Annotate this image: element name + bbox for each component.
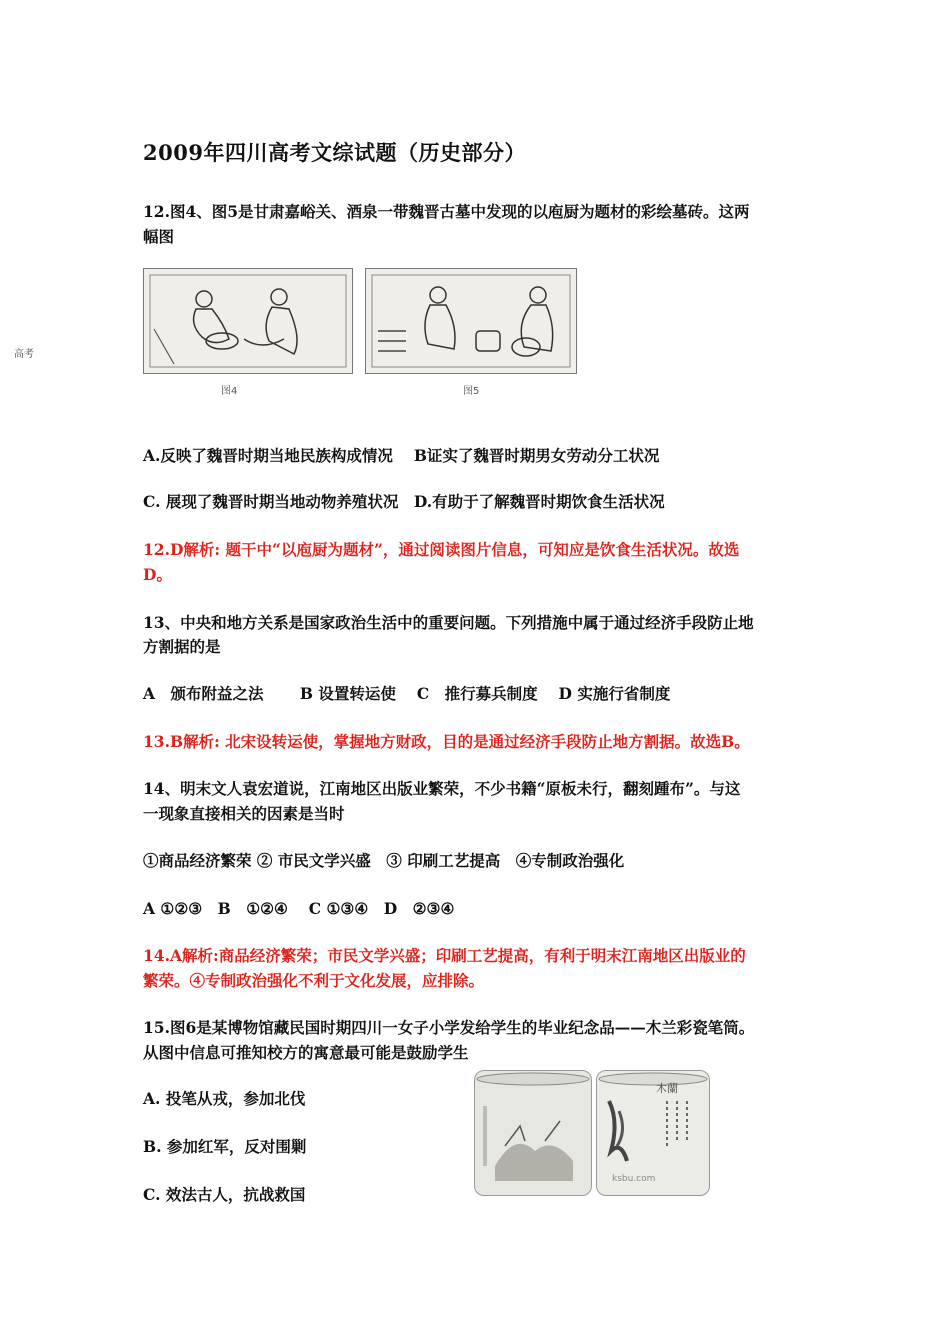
figure-5-caption: 图5 bbox=[463, 386, 480, 397]
q15-option-a: A. 投笔从戎，参加北伐 bbox=[143, 1089, 306, 1108]
q14-answer-line1: 14.A解析:商品经济繁荣；市民文学兴盛；印刷工艺提高，有利于明末江南地区出版业的 bbox=[143, 946, 746, 965]
q15-option-b: B. 参加红军，反对围剿 bbox=[143, 1137, 307, 1156]
page-title: 2009年四川高考文综试题（历史部分） bbox=[143, 140, 526, 165]
q14-stem-line1: 14、明末文人袁宏道说，江南地区出版业繁荣，不少书籍“原板未行，翻刻踵布”。与这 bbox=[143, 779, 741, 798]
q12-options-ab: A.反映了魏晋时期当地民族构成情况 B证实了魏晋时期男女劳动分工状况 bbox=[143, 446, 660, 465]
q14-stem-line2: 一现象直接相关的因素是当时 bbox=[143, 804, 345, 823]
q14-options: A ①②③ B ①②④ C ①③④ D ②③④ bbox=[143, 899, 455, 918]
brush-pot-watermark: ksbu.com bbox=[612, 1174, 656, 1184]
figure-5-image bbox=[365, 268, 577, 374]
q12-answer-line1: 12.D解析: 题干中“以庖厨为题材”，通过阅读图片信息，可知应是饮食生活状况。故选 bbox=[143, 540, 740, 559]
q12-stem-line2: 幅图 bbox=[143, 227, 175, 246]
q13-options: A 颁布附益之法 B 设置转运使 C 推行募兵制度 D 实施行省制度 bbox=[143, 684, 671, 703]
brush-pot-left-image bbox=[474, 1070, 592, 1196]
q14-answer-line2: 繁荣。④专制政治强化不利于文化发展，应排除。 bbox=[143, 971, 485, 990]
q15-stem-line2: 从图中信息可推知校方的寓意最可能是鼓励学生 bbox=[143, 1043, 469, 1062]
q15-stem-line1: 15.图6是某博物馆藏民国时期四川一女子小学发给学生的毕业纪念品——木兰彩瓷笔筒。 bbox=[143, 1018, 755, 1037]
figure-4-watermark: 高考 bbox=[14, 349, 34, 360]
q13-stem-line1: 13、中央和地方关系是国家政治生活中的重要问题。下列措施中属于通过经济手段防止地 bbox=[143, 613, 754, 632]
q13-stem-line2: 方割据的是 bbox=[143, 637, 221, 656]
q12-options-cd: C. 展现了魏晋时期当地动物养殖状况 D.有助于了解魏晋时期饮食生活状况 bbox=[143, 492, 665, 511]
q14-items: ①商品经济繁荣 ② 市民文学兴盛 ③ 印刷工艺提高 ④专制政治强化 bbox=[143, 851, 625, 870]
figure-4-caption: 图4 bbox=[221, 386, 238, 397]
brush-pot-inscription-title: 木蘭 bbox=[656, 1082, 678, 1095]
q15-option-c: C. 效法古人，抗战救国 bbox=[143, 1185, 306, 1204]
q12-stem-line1: 12.图4、图5是甘肃嘉峪关、酒泉一带魏晋古墓中发现的以庖厨为题材的彩绘墓砖。这两 bbox=[143, 202, 750, 221]
q13-answer: 13.B解析: 北宋设转运使，掌握地方财政，目的是通过经济手段防止地方割据。故选B。 bbox=[143, 732, 750, 751]
figure-4-image bbox=[143, 268, 353, 374]
q12-answer-line2: D。 bbox=[143, 565, 172, 584]
